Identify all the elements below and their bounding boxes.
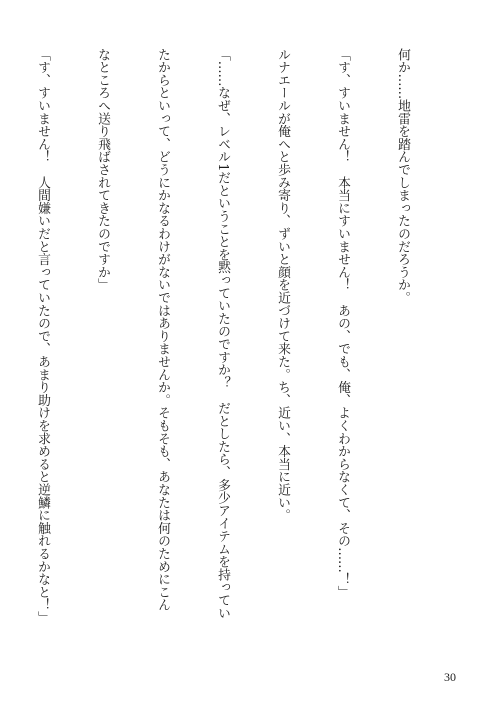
text-line: なところへ送り飛ばされてきたのですか」 <box>95 48 110 292</box>
text-line: 「……なぜ、レベル1だということを黙っていたのですか？ だとしたら、多少アイテムを持ってい <box>215 48 230 620</box>
text-line: 何か……地雷を踏んでしまったのだろうか。 <box>395 48 410 304</box>
vertical-text-block <box>35 48 452 658</box>
text-line: たからといって、どうにかなるわけがないではありませんか。そもそも、あなたは何のためにこん <box>155 48 170 612</box>
text-line: ルナエールが俺へと歩み寄り、ずいと顔を近づけて来た。ち、近い、本当に近い。 <box>275 48 290 522</box>
page-number: 30 <box>444 670 456 684</box>
text-line: 「す、すいません！ 本当にすいません！ あの、でも、俺、よくわからなくて、その……！」 <box>335 48 350 599</box>
text-line: 「す、すいません！ 人間嫌いだと言っていたので、あまり助けを求めると逆鱗に触れるかなと！」 <box>35 48 50 624</box>
